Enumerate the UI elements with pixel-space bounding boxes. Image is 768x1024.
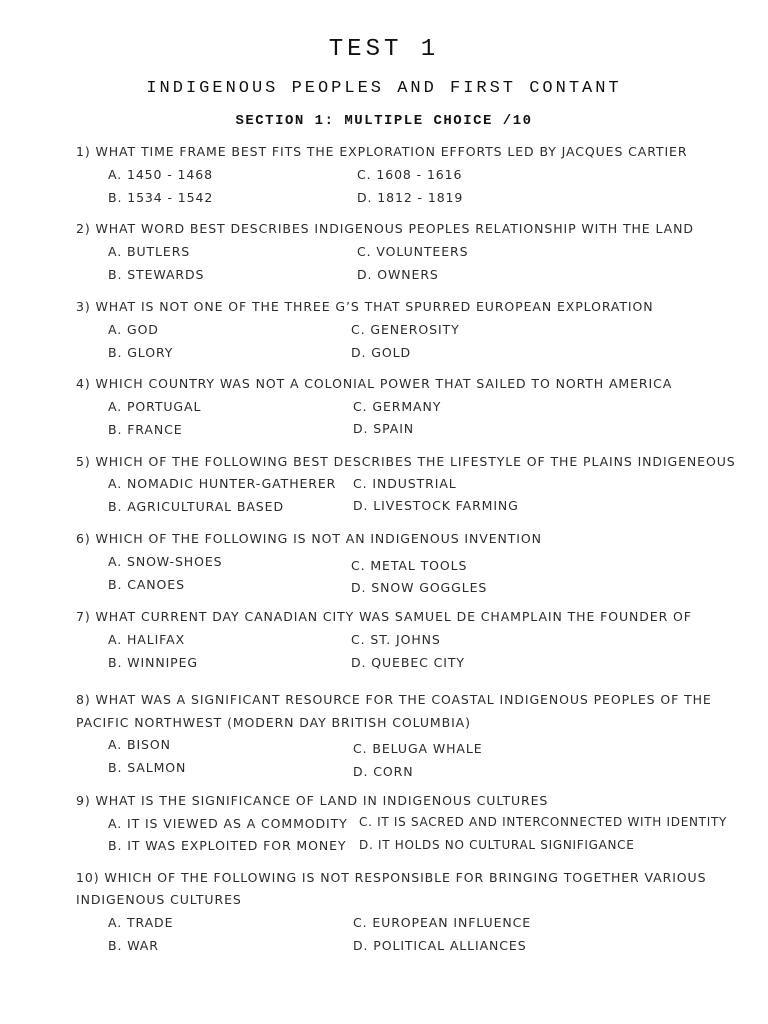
test-title: TEST 1 (328, 36, 440, 63)
question-1 (0, 144, 768, 205)
question-9 (0, 793, 768, 853)
option-c: C. EUROPEAN INFLUENCE (353, 915, 532, 930)
option-a: A. BUTLERS (108, 244, 191, 259)
option-c: C. GENEROSITY (351, 322, 460, 337)
question-text: 2) WHAT WORD BEST DESCRIBES INDIGENOUS PEOPLES RELATIONSHIP WITH THE LAND (76, 221, 694, 236)
question-text: 3) WHAT IS NOT ONE OF THE THREE G’S THAT SPURRED EUROPEAN EXPLORATION (76, 299, 654, 314)
option-d: D. SPAIN (353, 421, 415, 436)
option-b: B. FRANCE (108, 422, 183, 437)
option-a: A. BISON (108, 737, 171, 752)
option-b: B. IT WAS EXPLOITED FOR MONEY (108, 838, 347, 853)
option-b: B. 1534 - 1542 (108, 190, 214, 205)
option-c: C. 1608 - 1616 (357, 167, 463, 182)
question-text: 10) WHICH OF THE FOLLOWING IS NOT RESPONSIBLE FOR BRINGING TOGETHER VARIOUS (76, 870, 707, 885)
option-b: B. CANOES (108, 577, 185, 592)
test-subtitle: INDIGENOUS PEOPLES AND FIRST CONTANT (146, 79, 622, 98)
option-c: C. INDUSTRIAL (353, 476, 457, 491)
question-text: 6) WHICH OF THE FOLLOWING IS NOT AN INDIGENOUS INVENTION (76, 531, 542, 546)
option-c: C. GERMANY (353, 399, 442, 414)
option-d: D. SNOW GOGGLES (351, 580, 488, 595)
question-text: 1) WHAT TIME FRAME BEST FITS THE EXPLORATION EFFORTS LED BY JACQUES CARTIER (76, 144, 688, 159)
option-b: B. WAR (108, 938, 159, 953)
option-d: D. QUEBEC CITY (351, 655, 465, 670)
option-a: A. IT IS VIEWED AS A COMMODITY (108, 816, 348, 831)
option-d: D. POLITICAL ALLIANCES (353, 938, 527, 953)
question-2 (0, 221, 768, 282)
question-text: 4) WHICH COUNTRY WAS NOT A COLONIAL POWER THAT SAILED TO NORTH AMERICA (76, 376, 673, 391)
question-text: 7) WHAT CURRENT DAY CANADIAN CITY WAS SAMUEL DE CHAMPLAIN THE FOUNDER OF (76, 609, 692, 624)
question-text: 8) WHAT WAS A SIGNIFICANT RESOURCE FOR THE COASTAL INDIGENOUS PEOPLES OF THE (76, 692, 712, 707)
option-d: D. 1812 - 1819 (357, 190, 464, 205)
question-10 (0, 870, 768, 953)
option-a: A. NOMADIC HUNTER-GATHERER (108, 476, 337, 491)
option-c: C. METAL TOOLS (351, 558, 468, 573)
option-d: D. CORN (353, 764, 414, 779)
option-a: A. HALIFAX (108, 632, 186, 647)
question-4 (0, 376, 768, 437)
option-b: B. WINNIPEG (108, 655, 198, 670)
question-text: 9) WHAT IS THE SIGNIFICANCE OF LAND IN INDIGENOUS CULTURES (76, 793, 549, 808)
question-7 (0, 609, 768, 670)
question-5 (0, 454, 768, 514)
option-b: B. AGRICULTURAL BASED (108, 499, 284, 514)
option-a: A. TRADE (108, 915, 174, 930)
question-text-line-2: PACIFIC NORTHWEST (MODERN DAY BRITISH COLUMBIA) (76, 715, 471, 730)
question-text-line-2: INDIGENOUS CULTURES (76, 892, 242, 907)
option-b: B. SALMON (108, 760, 187, 775)
option-c: C. IT IS SACRED AND INTERCONNECTED WITH IDENTITY (359, 815, 728, 829)
option-c: C. ST. JOHNS (351, 632, 441, 647)
option-a: A. GOD (108, 322, 159, 337)
option-c: C. VOLUNTEERS (357, 244, 469, 259)
question-6 (0, 531, 768, 595)
section-heading: SECTION 1: MULTIPLE CHOICE /10 (235, 113, 533, 129)
option-d: D. LIVESTOCK FARMING (353, 498, 519, 513)
option-a: A. PORTUGAL (108, 399, 202, 414)
option-c: C. BELUGA WHALE (353, 741, 483, 756)
option-b: B. GLORY (108, 345, 174, 360)
option-d: D. IT HOLDS NO CULTURAL SIGNIFIGANCE (359, 838, 635, 852)
option-b: B. STEWARDS (108, 267, 205, 282)
option-d: D. OWNERS (357, 267, 439, 282)
question-8 (0, 692, 768, 779)
question-text: 5) WHICH OF THE FOLLOWING BEST DESCRIBES THE LIFESTYLE OF THE PLAINS INDIGENEOUS (76, 454, 736, 469)
option-a: A. 1450 - 1468 (108, 167, 213, 182)
question-3 (0, 299, 768, 360)
option-d: D. GOLD (351, 345, 411, 360)
option-a: A. SNOW-SHOES (108, 554, 223, 569)
